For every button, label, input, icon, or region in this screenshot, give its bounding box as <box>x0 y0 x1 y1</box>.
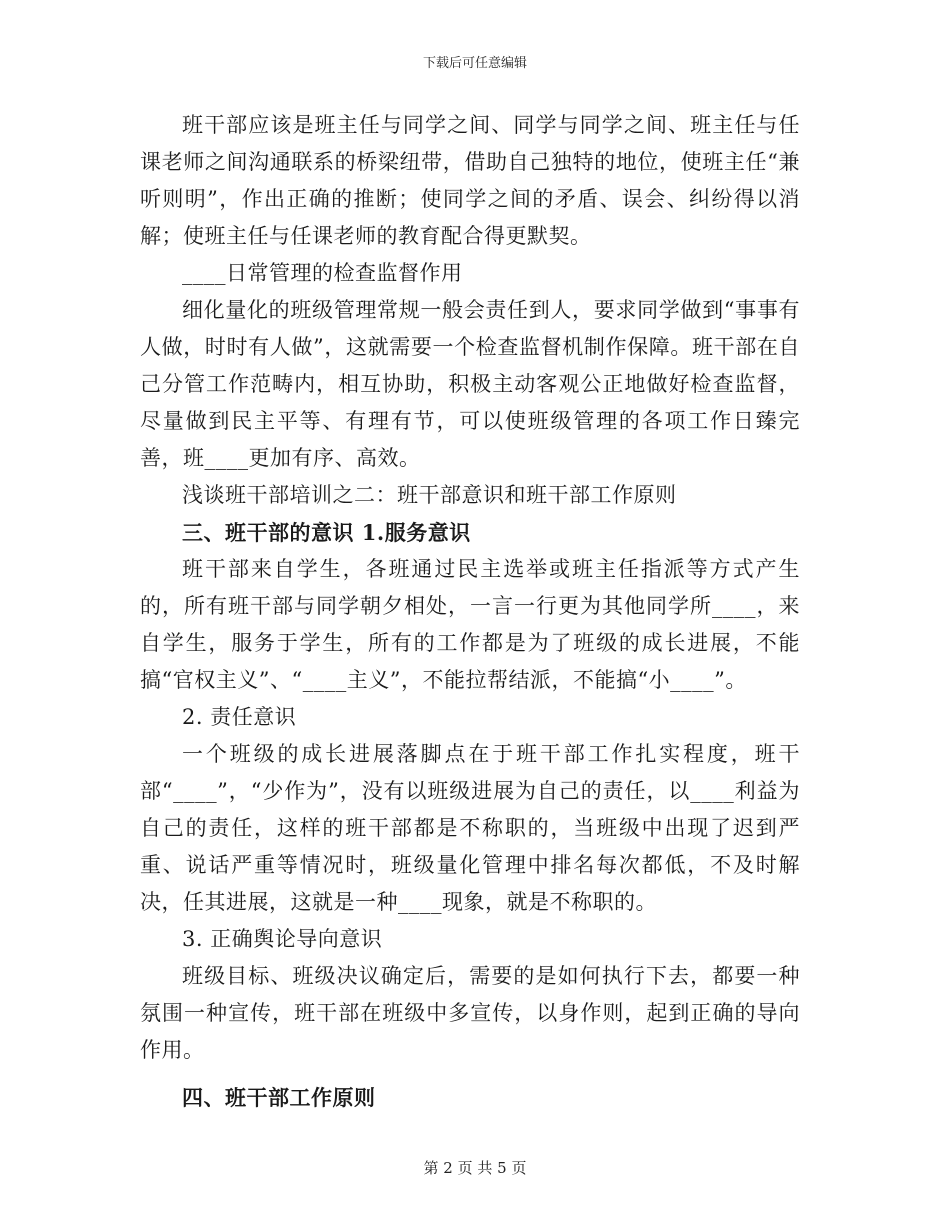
paragraph-responsibility: 一个班级的成长进展落脚点在于班干部工作扎实程度，班干部“____”，“少作为”，没有以班级进展为自己的责任，以____利益为自己的责任，这样的班干部都是不称职的，当班级中出现了迟到严重、说话严重等情况时，班级量化管理中排名每次都低，不及时解决，任其进展，这就是一种____现象，就是不称职的。 <box>140 742 800 914</box>
paragraph-supervision-body: 细化量化的班级管理常规一般会责任到人，要求同学做到“事事有人做，时时有人做”，这就需要一个检查监督机制作保障。班干部在自己分管工作范畴内，相互协助，积极主动客观公正地做好检查监督，尽量做到民主平等、有理有节，可以使班级管理的各项工作日臻完善，班____更加有序、高效。 <box>140 298 800 470</box>
paragraph-opinion-guidance: 班级目标、班级决议确定后，需要的是如何执行下去，都要一种氛围一种宣传，班干部在班级中多宣传，以身作则，起到正确的导向作用。 <box>140 964 800 1062</box>
paragraph-service-awareness: 班干部来自学生，各班通过民主选举或班主任指派等方式产生的，所有班干部与同学朝夕相处，一言一行更为其他同学所____，来自学生，服务于学生，所有的工作都是为了班级的成长进展，不能搞“官权主义”、“____主义”，不能拉帮结派，不能搞“小____”。 <box>140 557 800 692</box>
paragraph-training-title: 浅谈班干部培训之二：班干部意识和班干部工作原则 <box>182 483 677 507</box>
section-4-heading: 四、班干部工作原则 <box>182 1085 376 1110</box>
document-body <box>140 107 800 1116</box>
section-3-heading: 三、班干部的意识 1.服务意识 <box>182 520 471 545</box>
page-footer: 第 2 页 共 5 页 <box>423 1159 527 1177</box>
page-header: 下载后可任意编辑 <box>422 56 527 71</box>
paragraph-bridge-role: 班干部应该是班主任与同学之间、同学与同学之间、班主任与任课老师之间沟通联系的桥梁纽带，借助自己独特的地位，使班主任“兼听则明”，作出正确的推断；使同学之间的矛盾、误会、纠纷得以消解；使班主任与任课老师的教育配合得更默契。 <box>140 113 800 248</box>
subheading-responsibility: 2. 责任意识 <box>182 705 297 729</box>
paragraph-supervision-title: ____日常管理的检查监督作用 <box>182 261 463 285</box>
subheading-opinion-guidance: 3. 正确舆论导向意识 <box>182 927 383 951</box>
